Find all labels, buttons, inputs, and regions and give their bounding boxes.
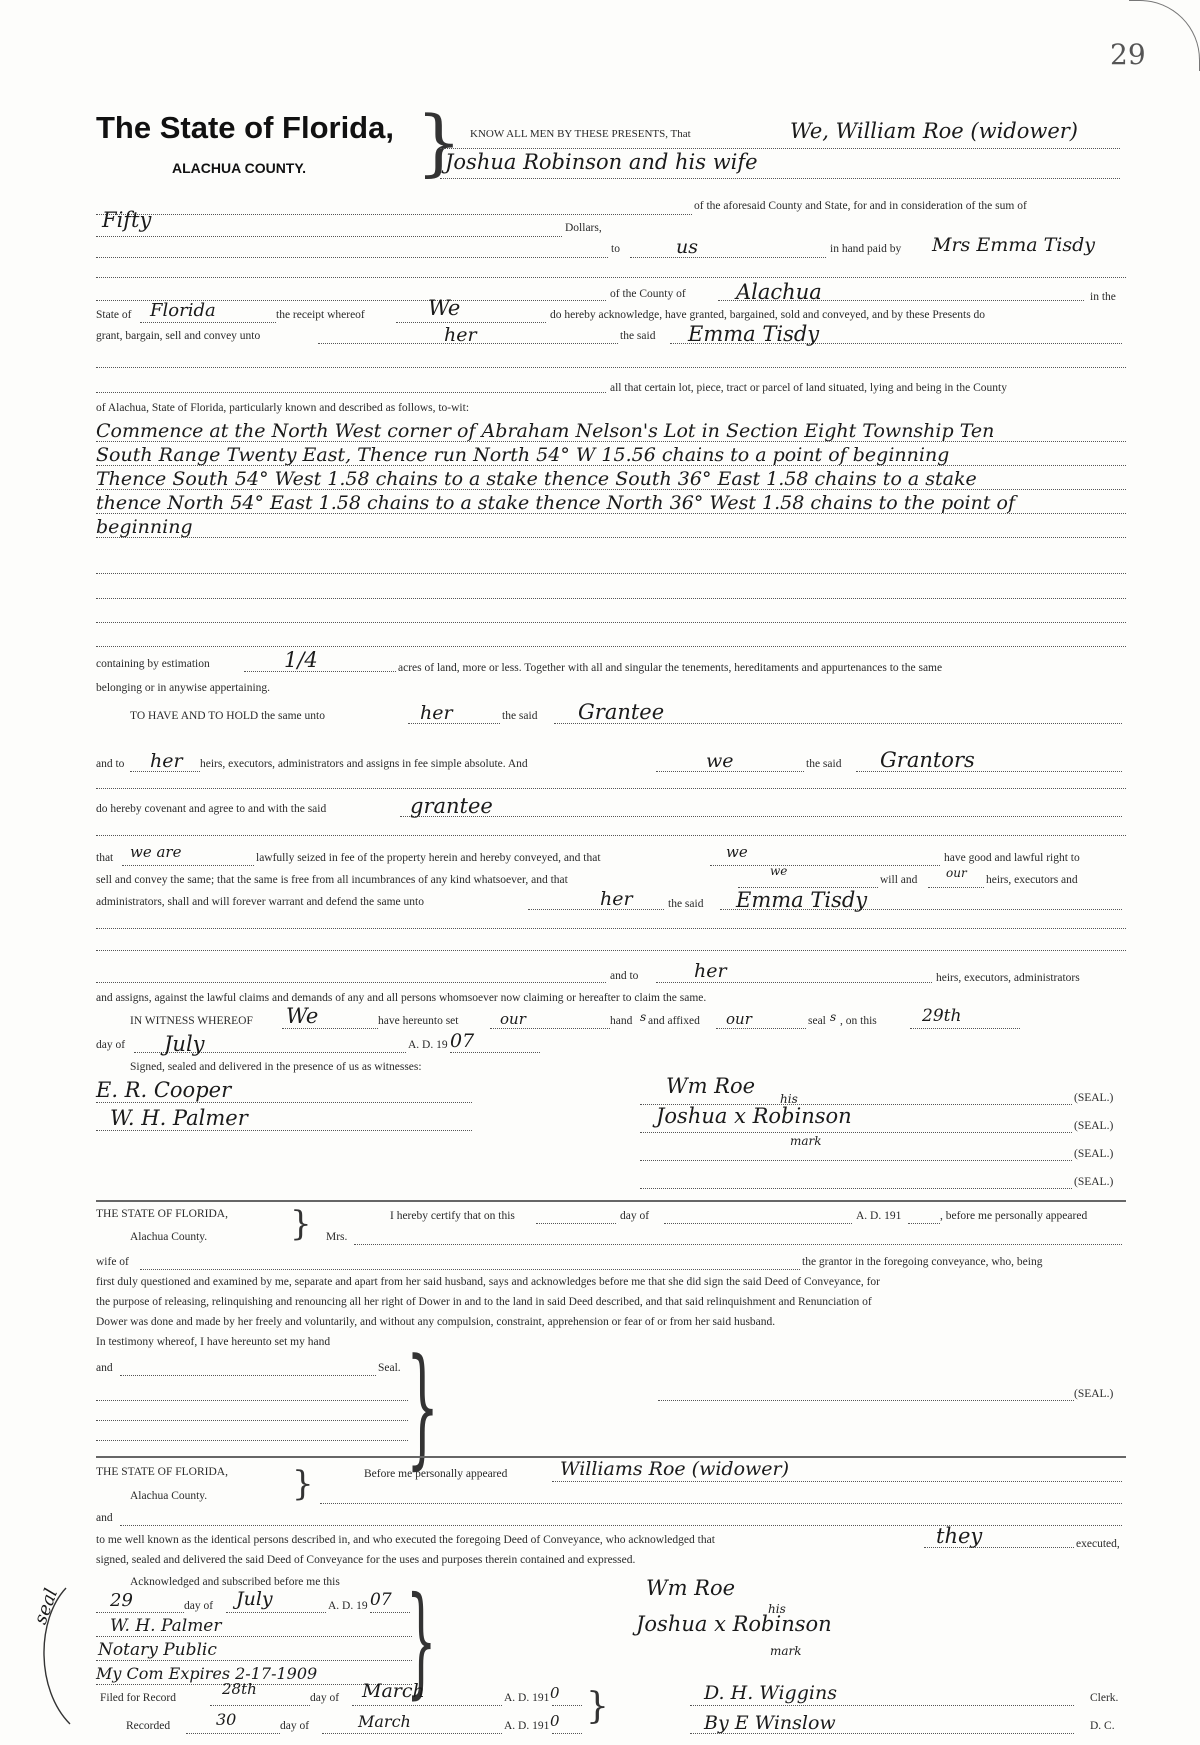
signer2-mark: mark <box>790 1134 822 1148</box>
cert2-state: THE STATE OF FLORIDA, <box>96 1466 228 1478</box>
lot-text: all that certain lot, piece, tract or parcel of land situated, lying and being in the County <box>610 382 1007 394</box>
cert2-and: and <box>96 1512 113 1524</box>
rec-year-hw: 0 <box>550 1712 560 1730</box>
cert1-side-brace: } <box>406 1330 440 1482</box>
name2-hw: Emma Tisdy <box>736 888 868 912</box>
filing-brace: } <box>586 1686 609 1727</box>
of-alachua-text: of Alachua, State of Florida, particularly known and described as follows, to-wit: <box>96 402 470 414</box>
witness-our-hw: our <box>500 1010 526 1028</box>
and-to-label: and to <box>96 758 125 770</box>
document-title: The State of Florida, <box>96 110 394 145</box>
header-brace: } <box>416 100 462 184</box>
to-hw: us <box>676 236 698 258</box>
grantee-name-hw: Emma Tisdy <box>688 322 820 346</box>
page-number: 29 <box>1110 38 1146 71</box>
acknowledge-text: do hereby acknowledge, have granted, bargained, sold and conveyed, and by these Presents do <box>550 309 986 321</box>
dc-label: D. C. <box>1090 1720 1115 1732</box>
witness-we-hw: We <box>286 1004 319 1028</box>
sell-text: sell and convey the same; that the same is free from all incumbrances of any kind whatsoever, and that <box>96 874 568 886</box>
cert2-sig1-hw: Wm Roe <box>646 1576 736 1600</box>
cert2-ad: A. D. 19 <box>328 1600 368 1612</box>
commission-hw: My Com Expires 2-17-1909 <box>96 1664 318 1683</box>
ad-label: A. D. 19 <box>408 1039 448 1051</box>
cert2-signed: signed, sealed and delivered the said Deed of Conveyance for the uses and purposes therein contained and expressed. <box>96 1554 636 1566</box>
seal-3: (SEAL.) <box>1074 1148 1114 1160</box>
good-text: have good and lawful right to <box>944 852 1080 864</box>
our-hw: our <box>946 866 967 880</box>
description-line-1: Commence at the North West corner of Abraham Nelson's Lot in Section Eight Township Ten <box>96 420 995 442</box>
habendum-said-2-label: the said <box>806 758 842 770</box>
of-county-label: of the County of <box>610 288 686 300</box>
sum-hw: Fifty <box>102 208 152 232</box>
containing-label: containing by estimation <box>96 658 210 670</box>
witness-year-hw: 07 <box>450 1030 475 1052</box>
filed-label: Filed for Record <box>100 1692 177 1704</box>
cert1-and: and <box>96 1362 113 1374</box>
cert2-they-hw: they <box>936 1524 983 1548</box>
paid-by-hw: Mrs Emma Tisdy <box>932 234 1095 256</box>
cert2-sig2-his: his <box>768 1602 786 1616</box>
cert2-ack: Acknowledged and subscribed before me this <box>130 1576 340 1588</box>
cert1-body-3: Dower was done and made by her freely and voluntarily, and without any compulsion, constraint, apprehension or fear of or from her said husband. <box>96 1316 776 1328</box>
divider-1 <box>96 1200 1126 1202</box>
cert1-state: THE STATE OF FLORIDA, <box>96 1208 228 1220</box>
cert2-executed: executed, <box>1076 1538 1120 1550</box>
notary-name-hw: W. H. Palmer <box>110 1616 222 1636</box>
in-the-label: in the <box>1090 291 1116 303</box>
cert2-day-hw: 29 <box>110 1590 133 1611</box>
grantee-hw: Grantee <box>578 700 665 724</box>
know-all-text: KNOW ALL MEN BY THESE PRESENTS, That <box>470 128 691 140</box>
signer2-his: his <box>780 1092 798 1106</box>
cert2-year-hw: 07 <box>370 1590 392 1610</box>
cert2-county: Alachua County. <box>130 1490 208 1502</box>
seal-label-word: seal <box>808 1015 826 1027</box>
cert2-sig2-mark: mark <box>770 1644 802 1658</box>
heirs2-text: heirs, executors and <box>986 874 1078 886</box>
receipt-label: the receipt whereof <box>276 309 365 321</box>
habendum-said-3-label: the said <box>668 898 704 910</box>
signer1-hw: Wm Roe <box>666 1074 756 1098</box>
cert2-before: Before me personally appeared <box>364 1468 508 1480</box>
description-line-3: Thence South 54° West 1.58 chains to a stake thence South 36° East 1.58 chains to a stake <box>96 468 977 490</box>
day-of-label: day of <box>96 1039 126 1051</box>
seal-4: (SEAL.) <box>1074 1176 1114 1188</box>
hand-label: hand <box>610 1015 633 1027</box>
rec-day-of: day of <box>280 1720 310 1732</box>
cert2-sig2-hw: Joshua x Robinson <box>636 1612 832 1636</box>
cert2-month-hw: July <box>236 1588 273 1610</box>
recorded-label: Recorded <box>126 1720 171 1732</box>
cert1-seal-word: Seal. <box>378 1362 401 1374</box>
cert1-grantor: the grantor in the foregoing conveyance, who, being <box>802 1256 1043 1268</box>
will-and-label: will and <box>880 874 918 886</box>
cert1-brace: } <box>290 1204 312 1244</box>
aforesaid-text: of the aforesaid County and State, for and in consideration of the sum of <box>694 200 1027 212</box>
rec-ad: A. D. 191 <box>504 1720 550 1732</box>
that-hw: we are <box>130 843 182 861</box>
unto-hw: her <box>420 702 453 724</box>
signed-text: Signed, sealed and delivered in the presence of us as witnesses: <box>130 1061 422 1073</box>
state-of-label: State of <box>96 309 132 321</box>
cert1-ad: A. D. 191 <box>856 1210 902 1222</box>
cert1-testimony: In testimony whereof, I have hereunto set my hand <box>96 1336 331 1348</box>
in-witness-text: IN WITNESS WHEREOF <box>130 1015 253 1027</box>
hand-paid-label: in hand paid by <box>830 243 902 255</box>
county-hw: Alachua <box>736 280 822 304</box>
notary-title-hw: Notary Public <box>98 1640 217 1660</box>
heirs3-text: heirs, executors, administrators <box>936 972 1080 984</box>
cert1-county: Alachua County. <box>130 1231 208 1243</box>
witness-month-hw: July <box>164 1032 205 1056</box>
cert1-wife-of: wife of <box>96 1256 129 1268</box>
to-have-text: TO HAVE AND TO HOLD the same unto <box>130 710 325 722</box>
habendum-said-label: the said <box>502 710 538 722</box>
acres-hw: 1/4 <box>284 648 318 672</box>
will-hw: we <box>770 864 788 878</box>
witness1-hw: E. R. Cooper <box>96 1078 232 1102</box>
seized-text: lawfully seized in fee of the property herein and hereby conveyed, and that <box>256 852 601 864</box>
grantors-hw-2: Joshua Robinson and his wife <box>445 150 758 174</box>
signer2-hw: Joshua x Robinson <box>656 1104 852 1128</box>
cert1-day-of: day of <box>620 1210 650 1222</box>
cert2-appeared-hw: Williams Roe (widower) <box>560 1458 790 1480</box>
seal-1: (SEAL.) <box>1074 1092 1114 1104</box>
seal-2: (SEAL.) <box>1074 1120 1114 1132</box>
and-to-2-hw: her <box>694 960 727 982</box>
cert1-body-2: the purpose of releasing, relinquishing and renouncing all her right of Dower in and to the land in said Deed described, and that said relinquishment and Renunciation of <box>96 1296 872 1308</box>
grant-hw: her <box>444 324 477 346</box>
unto2-hw: her <box>600 888 633 910</box>
description-line-5: beginning <box>96 516 193 538</box>
on-this-label: , on this <box>840 1015 877 1027</box>
county-heading: ALACHUA COUNTY. <box>172 160 307 176</box>
receipt-hw: We <box>428 296 461 320</box>
notary-seal-hw: seal <box>30 1585 63 1628</box>
description-line-4: thence North 54° East 1.58 chains to a stake thence North 36° West 1.58 chains to the point of <box>96 492 1016 514</box>
filed-day-hw: 28th <box>222 1680 257 1698</box>
cert2-brace: } <box>292 1464 314 1504</box>
hand-s-hw: s <box>640 1010 647 1024</box>
the-said-label: the said <box>620 330 656 342</box>
and-to-hw: her <box>150 750 183 772</box>
cert2-known: to me well known as the identical persons described in, and who executed the foregoing Deed of Conveyance, who acknowledged that <box>96 1534 715 1546</box>
cert1-certify: I hereby certify that on this <box>390 1210 515 1222</box>
cert1-body-1: first duly questioned and examined by me, separate and apart from her said husband, says and acknowledges before me that she did sign the said Deed of Conveyance, for <box>96 1276 880 1288</box>
cert1-appeared: , before me personally appeared <box>940 1210 1088 1222</box>
acres-text: acres of land, more or less. Together with all and singular the tenements, hereditaments and appurtenances to the same <box>398 662 943 674</box>
clerk-label: Clerk. <box>1090 1692 1119 1704</box>
cert2-day-of: day of <box>184 1600 214 1612</box>
cert2-side-brace: } <box>406 1572 437 1711</box>
witness-day-hw: 29th <box>922 1006 962 1026</box>
dollars-label: Dollars, <box>565 222 602 234</box>
clerk-hw: D. H. Wiggins <box>704 1682 837 1704</box>
filed-ad: A. D. 191 <box>504 1692 550 1704</box>
grantors-hw: Grantors <box>880 748 975 772</box>
filed-year-hw: 0 <box>550 1684 560 1702</box>
assigns-text: and assigns, against the lawful claims and demands of any and all persons whomsoever now claiming or hereafter to claim the same. <box>96 992 707 1004</box>
grantors-hw-1: We, William Roe (widower) <box>790 119 1079 143</box>
state-hw: Florida <box>150 300 216 321</box>
belonging-text: belonging or in anywise appertaining. <box>96 682 271 694</box>
dc-hw: By E Winslow <box>704 1712 836 1734</box>
and-to-2-label: and to <box>610 970 639 982</box>
description-line-2: South Range Twenty East, Thence run North 54° W 15.56 chains to a point of beginning <box>96 444 950 466</box>
heirs-text: heirs, executors, administrators and assigns in fee simple absolute. And <box>200 758 528 770</box>
seized-hw: we <box>726 843 748 861</box>
witness-our2-hw: our <box>726 1010 752 1028</box>
rec-day-hw: 30 <box>216 1710 237 1729</box>
and-hw: we <box>706 750 734 772</box>
to-label: to <box>611 243 620 255</box>
affixed-label: and affixed <box>648 1015 700 1027</box>
covenant-hw: grantee <box>410 794 493 818</box>
filed-day-of: day of <box>310 1692 340 1704</box>
covenant-text: do hereby covenant and agree to and with the said <box>96 803 327 815</box>
cert1-mrs: Mrs. <box>326 1231 348 1243</box>
seal-s-hw: s <box>830 1010 837 1024</box>
rec-month-hw: March <box>358 1712 411 1731</box>
seal-bracket-icon <box>26 1580 86 1730</box>
admins-text: administrators, shall and will forever warrant and defend the same unto <box>96 896 424 908</box>
that-label: that <box>96 852 114 864</box>
grant-label: grant, bargain, sell and convey unto <box>96 330 261 342</box>
witness2-hw: W. H. Palmer <box>110 1106 248 1130</box>
have-set-text: have hereunto set <box>378 1015 459 1027</box>
filed-month-hw: March <box>362 1680 425 1702</box>
cert1-seal-label: (SEAL.) <box>1074 1388 1114 1400</box>
